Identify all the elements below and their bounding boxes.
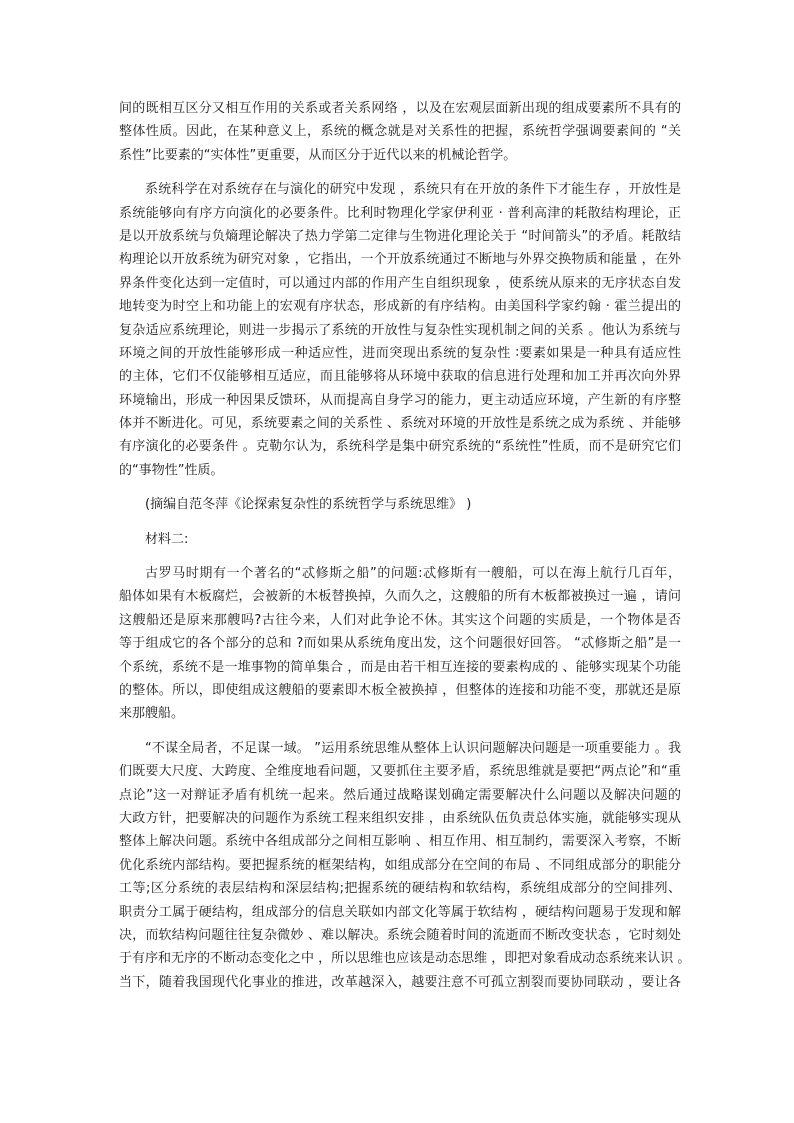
text-line: 环境输出，形成一种因果反馈环，从而提高自身学习的能力，更主动适应环境，产生新的有序整 <box>119 392 681 408</box>
text-line: 系性”比要素的“实体性”更重要，从而区分于近代以来的机械论哲学。 <box>119 147 517 163</box>
text-line: 优化系统内部结构。要把握系统的框架结构，如组成部分在空间的布局 、不同组成部分的职能分 <box>119 857 681 873</box>
text-line: 这艘船还是原来那艘吗?古往今来，人们对此争论不休。其实这个问题的实质是，一个物体是否 <box>119 612 681 628</box>
text-line: 船体如果有木板腐烂，会被新的木板替换掉，久而久之，这艘船的所有木板都被换过一遍 ，请问 <box>119 589 681 605</box>
section-heading <box>119 528 681 551</box>
text-line: 界条件变化达到一定值时，可以通过内部的作用产生自组织现象 ，使系统从原来的无序状态自发 <box>119 275 681 291</box>
text-line: 构理论以开放系统为研究对象 ，它指出，一个开放系统通过不断地与外界交换物质和能量 ，在外 <box>119 252 681 268</box>
text-line: 环境之间的开放性能够形成一种适应性，进而突现出系统的复杂性 ∶要素如果是一种具有适应性 <box>119 345 681 361</box>
paragraph-1 <box>119 97 681 167</box>
text-line: 个系统，系统不是一堆事物的简单集合 ，而是由若干相互连接的要素构成的 、能够实现某个功能 <box>119 659 681 675</box>
document-page <box>119 97 691 994</box>
text-line: 工等;区分系统的表层结构和深层结构;把握系统的硬结构和软结构，系统组成部分的空间排列、 <box>119 881 681 897</box>
text-line: 材料二: <box>145 531 189 547</box>
text-line: 决，而软结构问题往往复杂微妙 、难以解决。系统会随着时间的流逝而不断改变状态 ，它时刻处 <box>119 927 681 943</box>
source-citation <box>119 493 681 516</box>
text-line: 间的既相互区分又相互作用的关系或者关系网络 ，以及在宏观层面新出现的组成要素所不具有的 <box>119 101 681 116</box>
text-line: 系统能够向有序方向演化的必要条件。比利时物理化学家伊利亚 · 普利高津的耗散结构理论，正 <box>119 205 681 221</box>
text-line: 整体性质。因此，在某种意义上，系统的概念就是对关系性的把握，系统哲学强调要素间的 “关 <box>119 124 681 140</box>
paragraph-2 <box>119 178 681 482</box>
text-line: 职责分工属于硬结构，组成部分的信息关联如内部文化等属于软结构 ，硬结构问题易于发现和解 <box>119 904 681 920</box>
text-line: 系统科学在对系统存在与演化的研究中发现 ，系统只有在开放的条件下才能生存 ，开放性是 <box>145 182 681 198</box>
text-line: 体并不断进化。可见，系统要素之间的关系性 、系统对环境的开放性是系统之成为系统 、并能够 <box>119 416 681 432</box>
text-line: 们既要大尺度、大跨度、全维度地看问题，又要抓住主要矛盾，系统思维就是要把“两点论”和“重 <box>119 764 681 780</box>
text-line: 等于组成它的各个部分的总和 ?而如果从系统角度出发，这个问题很好回答。 “忒修斯之船”是一 <box>119 636 681 652</box>
text-line: 于有序和无序的不断动态变化之中 ，所以思维也应该是动态思维 ，即把对象看成动态系统来认识 。 <box>119 951 691 967</box>
text-line: “不谋全局者，不足谋一域。 ”运用系统思维从整体上认识问题解决问题是一项重要能力 。我 <box>145 740 681 756</box>
text-line: 大政方针，把要解决的问题作为系统工程来组织安排 ，由系统队伍负责总体实施，就能够实现从 <box>119 810 681 826</box>
text-line: 复杂适应系统理论，则进一步揭示了系统的开放性与复杂性实现机制之间的关系 。他认为系统与 <box>119 322 681 338</box>
text-line: 的整体。所以，即使组成这艘船的要素即木板全被换掉 ，但整体的连接和功能不变，那就还是原 <box>119 682 681 698</box>
text-line: 是以开放系统与负熵理论解决了热力学第二定律与生物进化理论关于 “时间箭头”的矛盾。耗散结 <box>119 228 681 244</box>
text-line: 点论”这一对辩证矛盾有机统一起来。然后通过战略谋划确定需要解决什么问题以及解决问题的 <box>119 787 681 803</box>
text-line: 有序演化的必要条件 。克勒尔认为，系统科学是集中研究系统的“系统性”性质，而不是研究它们 <box>119 439 681 455</box>
paragraph-4 <box>119 737 691 994</box>
paragraph-3 <box>119 562 681 726</box>
text-line: 的“事物性”性质。 <box>119 462 224 478</box>
text-line: 来那艘船。 <box>119 706 185 722</box>
text-line: 古罗马时期有一个著名的“忒修斯之船”的问题:忒修斯有一艘船，可以在海上航行几百年， <box>145 566 681 582</box>
text-line: (摘编自范冬萍《论探索复杂性的系统哲学与系统思维》 ) <box>145 497 472 513</box>
text-line: 整体上解决问题。系统中各组成部分之间相互影响 、相互作用、相互制约，需要深入考察，不断 <box>119 834 681 850</box>
text-line: 当下，随着我国现代化事业的推进，改革越深入，越要注意不可孤立割裂而要协同联动 ，要让各 <box>119 974 681 990</box>
text-line: 地转变为时空上和功能上的宏观有序状态，形成新的有序结构。由美国科学家约翰 · 霍兰提出的 <box>119 299 681 315</box>
text-line: 的主体，它们不仅能够相互适应，而且能够将从环境中获取的信息进行处理和加工并再次向外界 <box>119 369 681 385</box>
